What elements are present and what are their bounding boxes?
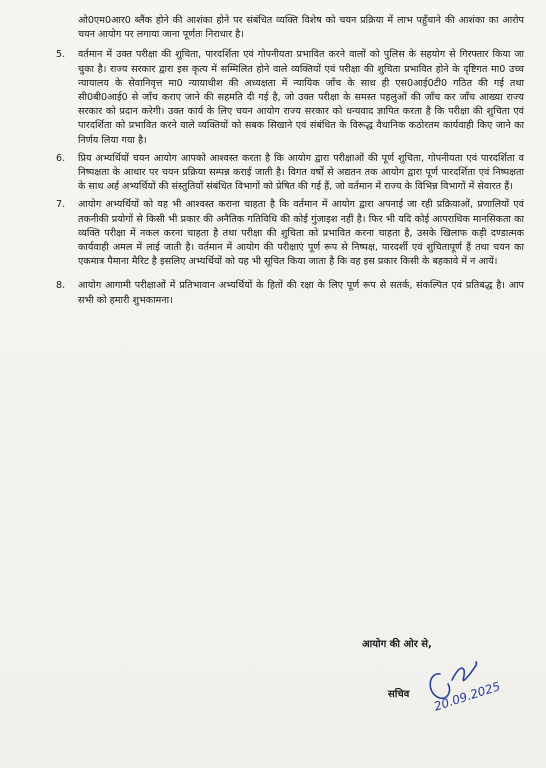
point-5 xyxy=(56,48,524,147)
designation: सचिव xyxy=(388,689,410,700)
point-number: 8. xyxy=(56,280,66,292)
point-text: आयोग आगामी परीक्षाओं में प्रतिभावान अभ्यर्थियों के हितों की रक्षा के लिए पूर्ण रूप से सतर्क, संकल्पित एवं प्रतिबद्ध है। आप सभी को हमारी शुभकामना। xyxy=(78,280,524,306)
handwritten-signature xyxy=(418,654,518,714)
point-8 xyxy=(56,279,524,307)
point-number: 5. xyxy=(56,49,66,61)
signature-date: 20.09.2025 xyxy=(432,679,502,714)
point-number: 6. xyxy=(56,152,66,164)
point-7 xyxy=(56,198,524,269)
point-text: वर्तमान में उक्त परीक्षा की शुचिता, पारदर्शिता एवं गोपनीयता प्रभावित करने वालों को पुलिस के सहयोग से गिरफ्तार किया जा चुका है। राज्य सरकार द्वारा इस कृत्य में सम्मिलित होने वाले व्यक्तियों एवं परीक्षा की शुचिता प्रभावित होने के दृष्टिगत मा0 उच्च न्यायालय के सेवानिवृत्त मा0 न्यायाधीश की अध्यक्षता में न्यायिक जाँच के साथ ही एस0आई0टी0 गठित की गई तथा सी0बी0आई0 से जाँच कराए जाने की सहमति दी गई है, जो उक्त परीक्षा के समस्त पहलुओं की जाँच कर जाँच आख्या राज्य सरकार को प्रदान करेगी। उक्त कार्य के लिए चयन आयोग राज्य सरकार को धन्यवाद ज्ञापित करता है कि परीक्षा की शुचिता एवं पारदर्शिता को प्रभावित करने वाले व्यक्तियों को सबक सिखाने एवं संबंधित के विरूद्ध वैधानिक कठोरतम कार्यवाही किए जाने का निर्णय लिया गया है। xyxy=(78,49,524,146)
point-6 xyxy=(56,152,524,195)
intro-continuation: ओ0एम0आर0 ब्लैंक होने की आशंका होने पर संबंधित व्यक्ति विशेष को चयन प्रक्रिया में लाभ पहुँचाने की आशंका का आरोप चयन आयोग पर लगाया जाना पूर्णतः निराधार है। xyxy=(78,15,524,41)
point-number: 7. xyxy=(56,199,66,211)
point-text: आयोग अभ्यर्थियों को यह भी आश्वस्त कराना चाहता है कि वर्तमान में आयोग द्वारा अपनाई जा रही प्रक्रियाओं, प्रणालियों एवं तकनीकी प्रयोगों से किसी भी प्रकार की अनैतिक गतिविधि की कोई गुंजाइश नहीं है। फिर भी यदि कोई आपराधिक मानसिकता का व्यक्ति परीक्षा में नकल करना चाहता है तथा परीक्षा की शुचिता को प्रभावित करना चाहता है, उसके खिलाफ कड़ी दण्डात्मक कार्यवाही अमल में लाई जाती है। वर्तमान में आयोग की परीक्षाएं पूर्ण रूप से निष्पक्ष, पारदर्शी एवं शुचितापूर्ण हैं तथा चयन का एकमात्र पैमाना मैरिट है इसलिए अभ्यर्थियों को यह भी सूचित किया जाता है कि वह इस प्रकार किसी के बहकावे में न आयें। xyxy=(78,199,524,268)
point-text: प्रिय अभ्यर्थियों चयन आयोग आपको आश्वस्त करता है कि आयोग द्वारा परीक्षाओं की पूर्ण शुचिता, गोपनीयता एवं पारदर्शिता व निष्पक्षता के आधार पर चयन प्रक्रिया सम्पन्न कराई जाती है। विगत वर्षों से अद्यतन तक आयोग द्वारा पूर्ण पारदर्शिता एवं निष्पक्षता के साथ अर्ह अभ्यर्थियों की संस्तुतियाँ संबंधित विभागों को प्रेषित की गई हैं, जो वर्तमान में राज्य के विभिन्न विभागों में सेवारत हैं। xyxy=(78,152,524,193)
closing-line: आयोग की ओर से, xyxy=(362,639,432,650)
